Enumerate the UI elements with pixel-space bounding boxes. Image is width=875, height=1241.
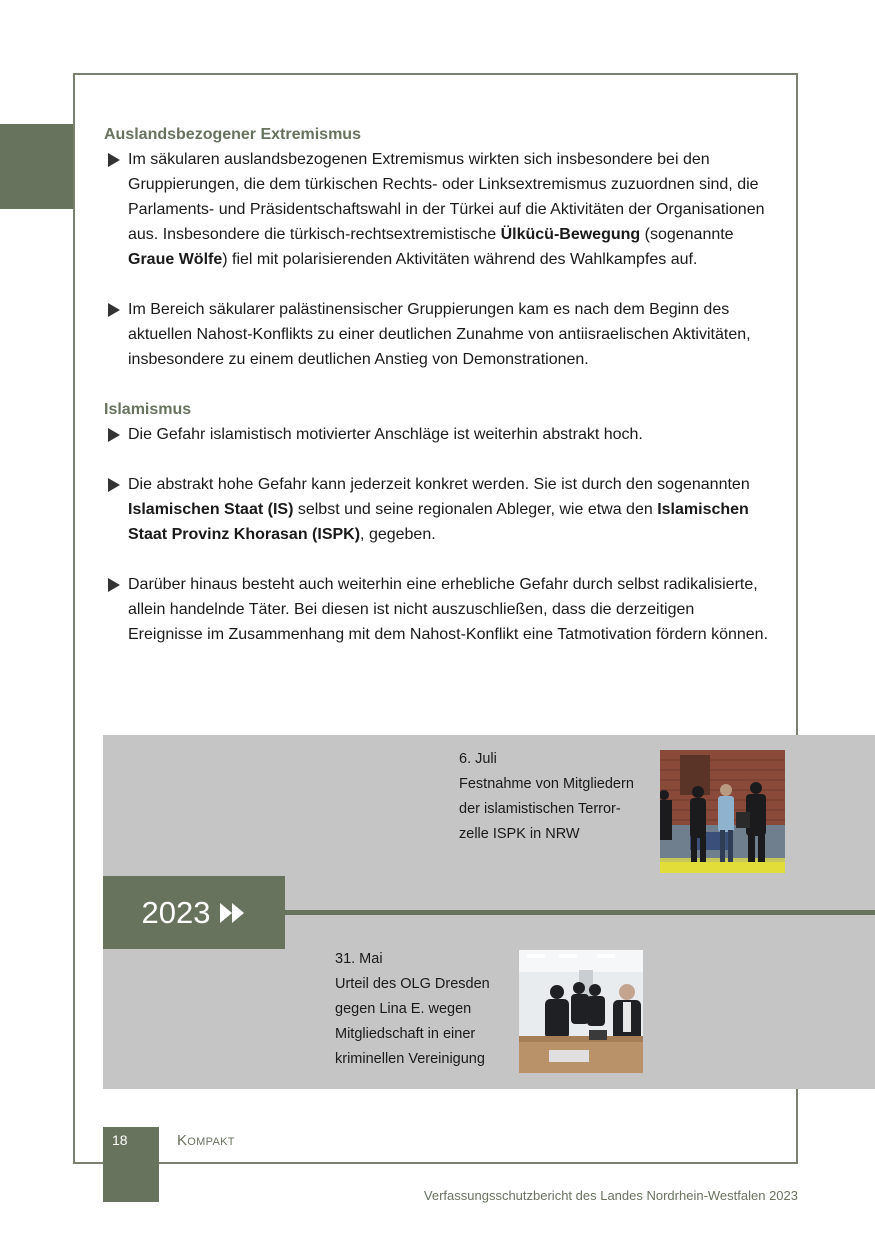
timeline-event-arrest: [459, 747, 634, 847]
bold-term: Islamischen Staat (IS): [128, 501, 294, 518]
timeline-event-verdict: [335, 947, 490, 1072]
fast-forward-icon: [220, 902, 246, 924]
timeline-line: [285, 910, 875, 915]
section-heading-auslandsbezogener-extremismus: Auslandsbezogener Extremismus: [104, 126, 361, 143]
bold-term: Ülkücü-Bewegung: [500, 226, 641, 243]
bullet-item: Die abstrakt hohe Gefahr kann jederzeit konkret werden. Sie ist durch den sogenannten Islamischen Staat (IS) selbst und seine regionalen Ableger, wie etwa den Islamischen Staat Provinz Khorasan (ISPK), gegeben.: [104, 472, 772, 547]
event-text: der islamistischen Terror-: [459, 801, 621, 817]
bullet-triangle-icon: [108, 578, 120, 592]
bullet-triangle-icon: [108, 478, 120, 492]
event-text: kriminellen Vereinigung: [335, 1051, 485, 1067]
bullet-item: Darüber hinaus besteht auch weiterhin eine erhebliche Gefahr durch selbst radikalisierte, allein handelnde Täter. Bei diesen ist nicht auszuschließen, dass die derzeitigen Ereignisse im Zusammenhang mit dem Nahost-Konflikt eine Tatmotivation fördern können.: [104, 572, 772, 647]
event-text: Mitgliedschaft in einer: [335, 1026, 476, 1042]
timeline-band: [103, 735, 875, 1089]
bullet-item: Im Bereich säkularer palästinensischer Gruppierungen kam es nach dem Beginn des aktuellen Nahost-Konflikts zu einer deutlichen Zunahme von antiisraelischen Aktivitäten, insbesondere zu einem deutlichen Anstieg von Demonstrationen.: [104, 297, 772, 372]
section-heading-islamismus: Islamismus: [104, 401, 192, 418]
side-accent-block: [0, 124, 75, 209]
event-text: Urteil des OLG Dresden: [335, 976, 490, 992]
running-title: Kompakt: [177, 1132, 235, 1149]
event-date: 6. Juli: [459, 751, 497, 767]
bold-term: Graue Wölfe: [128, 251, 223, 268]
courtroom-photo: [519, 950, 643, 1073]
arrest-photo: [660, 750, 785, 873]
bold-term: Islamischen Staat Provinz Khorasan (ISPK): [128, 501, 749, 543]
event-date: 31. Mai: [335, 951, 383, 967]
bullet-triangle-icon: [108, 303, 120, 317]
page-number: 18: [112, 1132, 128, 1148]
main-content: [104, 122, 772, 647]
event-text: gegen Lina E. wegen: [335, 1001, 472, 1017]
bullet-triangle-icon: [108, 428, 120, 442]
event-text: zelle ISPK in NRW: [459, 826, 580, 842]
year-label: 2023: [141, 894, 211, 930]
bullet-triangle-icon: [108, 153, 120, 167]
publication-title: Verfassungsschutzbericht des Landes Nordrhein-Westfalen 2023: [423, 1188, 798, 1203]
bullet-item: Im säkularen auslandsbezogenen Extremismus wirkten sich insbesondere bei den Gruppierungen, die dem türkischen Rechts- oder Linksextremismus zuzuordnen sind, die Parlaments- und Präsidentschaftswahl in der Türkei auf die Aktivitäten der Organisationen aus. Insbesondere die türkisch-rechtsextremistische Ülkücü-Bewegung (sogenannte Graue Wölfe) fiel mit polarisierenden Aktivitäten während des Wahlkampfes auf.: [104, 147, 772, 272]
event-text: Festnahme von Mitgliedern: [459, 776, 634, 792]
year-marker: [103, 876, 285, 949]
bullet-item: Die Gefahr islamistisch motivierter Anschläge ist weiterhin abstrakt hoch.: [104, 422, 772, 447]
